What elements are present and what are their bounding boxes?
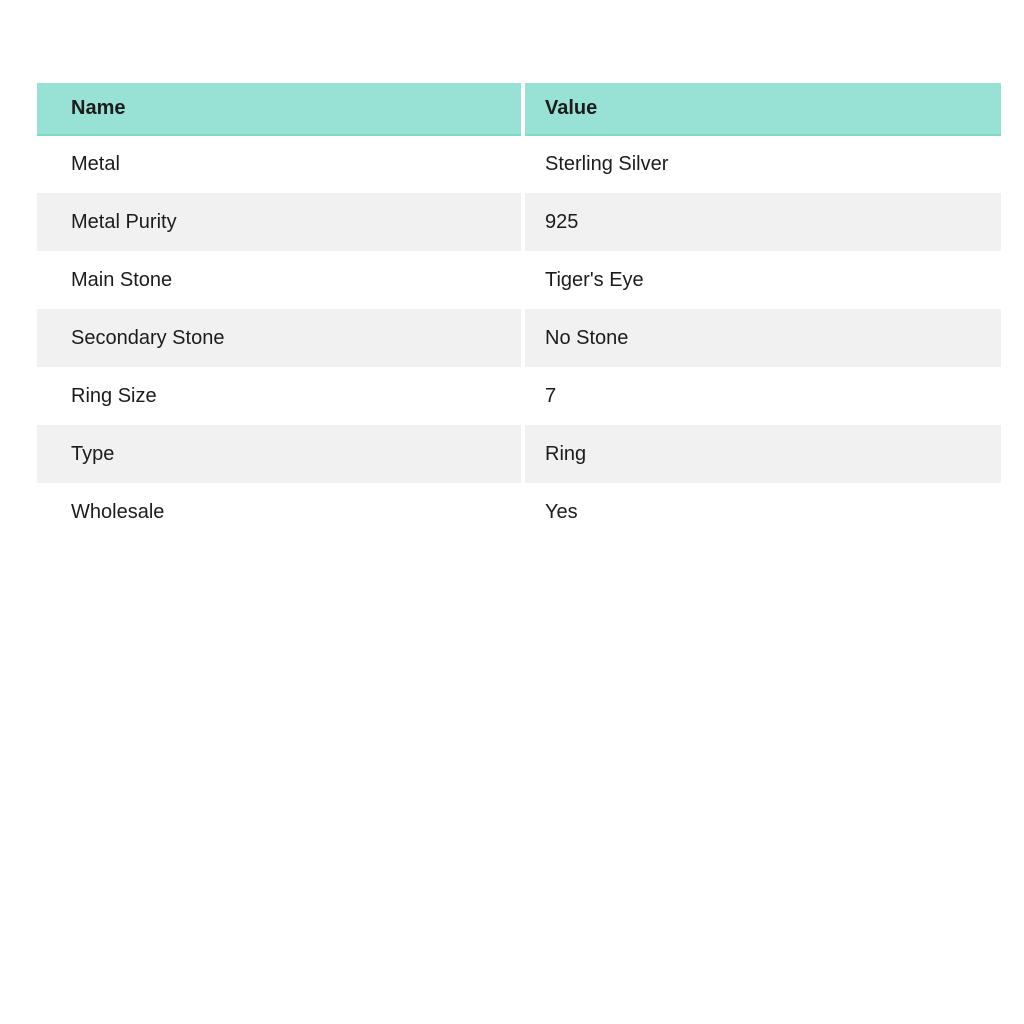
column-header-name: Name bbox=[37, 83, 523, 135]
attribute-value-cell: Yes bbox=[523, 483, 1001, 541]
attribute-value-cell: Ring bbox=[523, 425, 1001, 483]
attribute-value-cell: Sterling Silver bbox=[523, 135, 1001, 193]
table-row bbox=[37, 483, 1001, 541]
table-body bbox=[37, 135, 1001, 541]
attribute-name-cell: Ring Size bbox=[71, 384, 157, 407]
attribute-name-cell: Metal bbox=[71, 153, 120, 175]
product-attributes-table bbox=[37, 83, 1001, 541]
attribute-name-cell: Main Stone bbox=[71, 268, 173, 291]
attribute-value-cell: 925 bbox=[523, 193, 1001, 251]
attribute-name-cell: Wholesale bbox=[71, 500, 165, 523]
column-header-value: Value bbox=[523, 83, 1001, 135]
attribute-name-cell: Metal Purity bbox=[71, 210, 177, 233]
attribute-value-cell: No Stone bbox=[523, 309, 1001, 367]
table-header-row bbox=[37, 83, 1001, 135]
table-row bbox=[37, 367, 1001, 425]
table-row bbox=[37, 135, 1001, 193]
attribute-name-cell: Secondary Stone bbox=[71, 326, 225, 349]
table-row bbox=[37, 193, 1001, 251]
attribute-value-cell: 7 bbox=[523, 367, 1001, 425]
table-row bbox=[37, 425, 1001, 483]
product-attributes-section bbox=[37, 83, 1001, 541]
table-row bbox=[37, 251, 1001, 309]
attribute-value-cell: Tiger's Eye bbox=[523, 251, 1001, 309]
table-row bbox=[37, 309, 1001, 367]
attribute-name-cell: Type bbox=[71, 442, 115, 465]
